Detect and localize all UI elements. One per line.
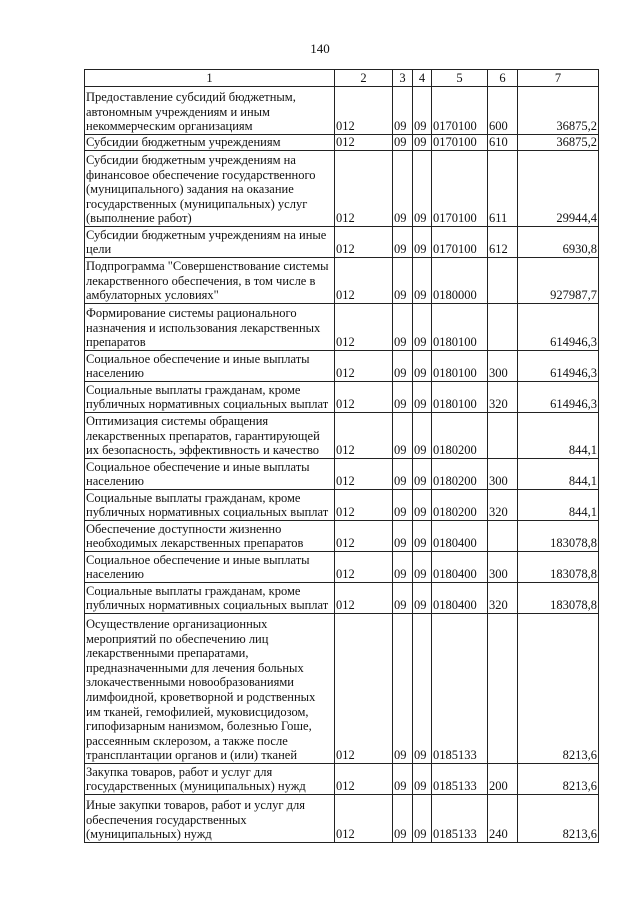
cell-value: 36875,2 xyxy=(556,119,597,134)
rzpr-code-cell xyxy=(335,490,393,521)
table-row xyxy=(85,521,599,552)
cell-value: 0170100 xyxy=(433,119,477,134)
section-cell xyxy=(393,583,413,614)
cell-value: 09 xyxy=(414,567,427,582)
row-name-cell xyxy=(85,382,335,413)
cell-value: 09 xyxy=(394,779,407,794)
expense-type-cell xyxy=(488,135,518,151)
subsection-cell xyxy=(413,795,432,843)
target-article-cell xyxy=(432,87,488,135)
cell-value: 012 xyxy=(336,748,355,763)
target-article-cell xyxy=(432,614,488,764)
cell-value: 09 xyxy=(414,779,427,794)
rzpr-code-cell xyxy=(335,614,393,764)
target-article-cell xyxy=(432,583,488,614)
expense-type-cell xyxy=(488,151,518,227)
amount-cell xyxy=(518,227,599,258)
row-name-cell xyxy=(85,351,335,382)
cell-value: 09 xyxy=(394,135,407,150)
cell-value: 012 xyxy=(336,211,355,226)
cell-value: 09 xyxy=(414,135,427,150)
cell-value: 927987,7 xyxy=(550,288,597,303)
expense-type-cell xyxy=(488,490,518,521)
expense-type-cell xyxy=(488,795,518,843)
cell-value: 09 xyxy=(414,366,427,381)
amount-cell xyxy=(518,258,599,304)
cell-value: 0185133 xyxy=(433,779,477,794)
cell-value: 844,1 xyxy=(568,443,597,458)
cell-value: 0180400 xyxy=(433,567,477,582)
rzpr-code-cell xyxy=(335,382,393,413)
subsection-cell xyxy=(413,135,432,151)
header-cell: 1 xyxy=(85,70,335,87)
cell-value: 612 xyxy=(489,242,508,257)
section-cell xyxy=(393,151,413,227)
page-number: 140 xyxy=(310,41,330,56)
cell-value: 09 xyxy=(394,366,407,381)
cell-value: 300 xyxy=(489,366,508,381)
cell-value: 09 xyxy=(394,335,407,350)
cell-value: 012 xyxy=(336,443,355,458)
expense-type-cell xyxy=(488,304,518,351)
cell-value: 012 xyxy=(336,242,355,257)
cell-value: 09 xyxy=(414,211,427,226)
cell-value: 012 xyxy=(336,598,355,613)
table-row xyxy=(85,151,599,227)
target-article-cell xyxy=(432,351,488,382)
cell-value: 0180200 xyxy=(433,443,477,458)
cell-value: 611 xyxy=(489,211,508,226)
target-article-cell xyxy=(432,764,488,795)
subsection-cell xyxy=(413,413,432,459)
amount-cell xyxy=(518,614,599,764)
rzpr-code-cell xyxy=(335,521,393,552)
cell-value: 09 xyxy=(394,211,407,226)
budget-table xyxy=(84,69,599,843)
row-name-cell xyxy=(85,795,335,843)
row-name-text: Социальные выплаты гражданам, кроме публичных нормативных социальных выплат xyxy=(86,382,329,412)
cell-value: 012 xyxy=(336,505,355,520)
cell-value: 09 xyxy=(394,474,407,489)
amount-cell xyxy=(518,490,599,521)
cell-value: 8213,6 xyxy=(562,827,597,842)
cell-value: 320 xyxy=(489,598,508,613)
subsection-cell xyxy=(413,382,432,413)
cell-value: 614946,3 xyxy=(550,335,597,350)
row-name-text: Социальные выплаты гражданам, кроме публичных нормативных социальных выплат xyxy=(86,583,329,613)
row-name-text: Социальное обеспечение и иные выплаты населению xyxy=(86,351,310,381)
row-name-text: Субсидии бюджетным учреждениям на иные цели xyxy=(86,227,327,257)
amount-cell xyxy=(518,795,599,843)
section-cell xyxy=(393,552,413,583)
cell-value: 300 xyxy=(489,474,508,489)
amount-cell xyxy=(518,413,599,459)
row-name-cell xyxy=(85,87,335,135)
cell-value: 614946,3 xyxy=(550,366,597,381)
section-cell xyxy=(393,459,413,490)
target-article-cell xyxy=(432,258,488,304)
target-article-cell xyxy=(432,413,488,459)
cell-value: 300 xyxy=(489,567,508,582)
amount-cell xyxy=(518,351,599,382)
cell-value: 09 xyxy=(394,505,407,520)
table-row xyxy=(85,459,599,490)
row-name-text: Подпрограмма "Совершенствование системы лекарственного обеспечения, в том числе в амбулаторных условиях" xyxy=(86,259,329,303)
cell-value: 09 xyxy=(394,443,407,458)
cell-value: 012 xyxy=(336,827,355,842)
target-article-cell xyxy=(432,552,488,583)
rzpr-code-cell xyxy=(335,583,393,614)
subsection-cell xyxy=(413,552,432,583)
cell-value: 0180400 xyxy=(433,536,477,551)
cell-value: 012 xyxy=(336,779,355,794)
cell-value: 610 xyxy=(489,135,508,150)
row-name-text: Закупка товаров, работ и услуг для государственных (муниципальных) нужд xyxy=(86,764,306,794)
row-name-text: Оптимизация системы обращения лекарственных препаратов, гарантирующей их безопасность, эффективность и качество xyxy=(86,414,320,458)
subsection-cell xyxy=(413,151,432,227)
row-name-cell xyxy=(85,227,335,258)
rzpr-code-cell xyxy=(335,151,393,227)
subsection-cell xyxy=(413,351,432,382)
cell-value: 012 xyxy=(336,397,355,412)
rzpr-code-cell xyxy=(335,413,393,459)
cell-value: 0180100 xyxy=(433,366,477,381)
rzpr-code-cell xyxy=(335,459,393,490)
table-row xyxy=(85,764,599,795)
row-name-cell xyxy=(85,135,335,151)
row-name-cell xyxy=(85,459,335,490)
row-name-cell xyxy=(85,490,335,521)
cell-value: 012 xyxy=(336,119,355,134)
cell-value: 0180000 xyxy=(433,288,477,303)
expense-type-cell xyxy=(488,351,518,382)
cell-value: 09 xyxy=(414,119,427,134)
row-name-cell xyxy=(85,258,335,304)
cell-value: 200 xyxy=(489,779,508,794)
section-cell xyxy=(393,795,413,843)
target-article-cell xyxy=(432,135,488,151)
subsection-cell xyxy=(413,490,432,521)
rzpr-code-cell xyxy=(335,227,393,258)
table-row xyxy=(85,795,599,843)
target-article-cell xyxy=(432,521,488,552)
table-row xyxy=(85,614,599,764)
section-cell xyxy=(393,87,413,135)
row-name-text: Осуществление организационных мероприятий по обеспечению лиц лекарственными препаратами, предназначенными для лечения больных злокачественными новообразованиями лимфоидной, кроветворной и родственных им тканей, гемофилией, муковисцидозом, гипофизарным нанизмом, болезнью Гоше, рассеянным склерозом, а также после трансплантации органов и (или) тканей xyxy=(86,617,316,763)
row-name-text: Иные закупки товаров, работ и услуг для обеспечения государственных (муниципальных) нужд xyxy=(86,798,306,842)
cell-value: 09 xyxy=(414,288,427,303)
header-cell: 7 xyxy=(518,70,599,87)
table-row xyxy=(85,227,599,258)
section-cell xyxy=(393,490,413,521)
cell-value: 09 xyxy=(414,474,427,489)
section-cell xyxy=(393,351,413,382)
cell-value: 0185133 xyxy=(433,748,477,763)
row-name-cell xyxy=(85,413,335,459)
amount-cell xyxy=(518,304,599,351)
expense-type-cell xyxy=(488,521,518,552)
amount-cell xyxy=(518,382,599,413)
row-name-cell xyxy=(85,614,335,764)
section-cell xyxy=(393,413,413,459)
row-name-text: Формирование системы рационального назначения и использования лекарственных препаратов xyxy=(86,306,321,350)
subsection-cell xyxy=(413,227,432,258)
rzpr-code-cell xyxy=(335,304,393,351)
cell-value: 09 xyxy=(394,536,407,551)
target-article-cell xyxy=(432,151,488,227)
cell-value: 09 xyxy=(394,288,407,303)
cell-value: 320 xyxy=(489,397,508,412)
cell-value: 6930,8 xyxy=(562,242,597,257)
amount-cell xyxy=(518,552,599,583)
cell-value: 8213,6 xyxy=(562,748,597,763)
cell-value: 09 xyxy=(414,443,427,458)
table-row xyxy=(85,413,599,459)
expense-type-cell xyxy=(488,227,518,258)
rzpr-code-cell xyxy=(335,552,393,583)
row-name-text: Социальные выплаты гражданам, кроме публичных нормативных социальных выплат xyxy=(86,490,329,520)
cell-value: 09 xyxy=(394,598,407,613)
cell-value: 09 xyxy=(414,536,427,551)
cell-value: 012 xyxy=(336,135,355,150)
section-cell xyxy=(393,521,413,552)
amount-cell xyxy=(518,764,599,795)
expense-type-cell xyxy=(488,258,518,304)
row-name-text: Обеспечение доступности жизненно необходимых лекарственных препаратов xyxy=(86,521,304,551)
table-row xyxy=(85,258,599,304)
expense-type-cell xyxy=(488,552,518,583)
table-row xyxy=(85,382,599,413)
amount-cell xyxy=(518,521,599,552)
cell-value: 0170100 xyxy=(433,211,477,226)
expense-type-cell xyxy=(488,413,518,459)
expense-type-cell xyxy=(488,87,518,135)
amount-cell xyxy=(518,459,599,490)
target-article-cell xyxy=(432,459,488,490)
row-name-text: Субсидии бюджетным учреждениям xyxy=(86,135,281,150)
cell-value: 09 xyxy=(394,397,407,412)
cell-value: 09 xyxy=(394,119,407,134)
cell-value: 09 xyxy=(414,827,427,842)
cell-value: 183078,8 xyxy=(550,536,597,551)
cell-value: 0180100 xyxy=(433,335,477,350)
section-cell xyxy=(393,764,413,795)
section-cell xyxy=(393,258,413,304)
expense-type-cell xyxy=(488,764,518,795)
cell-value: 012 xyxy=(336,474,355,489)
table-row xyxy=(85,135,599,151)
cell-value: 600 xyxy=(489,119,508,134)
rzpr-code-cell xyxy=(335,764,393,795)
cell-value: 09 xyxy=(394,567,407,582)
table-row xyxy=(85,87,599,135)
header-row xyxy=(85,70,599,87)
header-cell: 4 xyxy=(413,70,432,87)
row-name-cell xyxy=(85,583,335,614)
expense-type-cell xyxy=(488,614,518,764)
cell-value: 0180200 xyxy=(433,505,477,520)
cell-value: 0185133 xyxy=(433,827,477,842)
section-cell xyxy=(393,135,413,151)
header-cell: 6 xyxy=(488,70,518,87)
cell-value: 012 xyxy=(336,567,355,582)
subsection-cell xyxy=(413,258,432,304)
cell-value: 320 xyxy=(489,505,508,520)
cell-value: 09 xyxy=(414,335,427,350)
cell-value: 012 xyxy=(336,366,355,381)
cell-value: 844,1 xyxy=(568,505,597,520)
cell-value: 0180100 xyxy=(433,397,477,412)
row-name-text: Субсидии бюджетным учреждениям на финансовое обеспечение государственного (муниципального) задания на оказание государственных (муниципальных) услуг (выполнение работ) xyxy=(86,153,316,226)
cell-value: 012 xyxy=(336,536,355,551)
target-article-cell xyxy=(432,490,488,521)
cell-value: 0180400 xyxy=(433,598,477,613)
expense-type-cell xyxy=(488,459,518,490)
table-row xyxy=(85,490,599,521)
cell-value: 09 xyxy=(414,505,427,520)
amount-cell xyxy=(518,151,599,227)
header-cell: 2 xyxy=(335,70,393,87)
section-cell xyxy=(393,382,413,413)
expense-type-cell xyxy=(488,583,518,614)
section-cell xyxy=(393,614,413,764)
cell-value: 09 xyxy=(414,397,427,412)
cell-value: 09 xyxy=(394,748,407,763)
cell-value: 09 xyxy=(394,827,407,842)
rzpr-code-cell xyxy=(335,351,393,382)
target-article-cell xyxy=(432,795,488,843)
rzpr-code-cell xyxy=(335,258,393,304)
section-cell xyxy=(393,304,413,351)
row-name-cell xyxy=(85,304,335,351)
table-row xyxy=(85,583,599,614)
cell-value: 844,1 xyxy=(568,474,597,489)
subsection-cell xyxy=(413,764,432,795)
expense-type-cell xyxy=(488,382,518,413)
cell-value: 0180200 xyxy=(433,474,477,489)
subsection-cell xyxy=(413,459,432,490)
subsection-cell xyxy=(413,583,432,614)
row-name-cell xyxy=(85,521,335,552)
target-article-cell xyxy=(432,304,488,351)
row-name-cell xyxy=(85,552,335,583)
rzpr-code-cell xyxy=(335,795,393,843)
table-row xyxy=(85,304,599,351)
cell-value: 09 xyxy=(414,242,427,257)
cell-value: 36875,2 xyxy=(556,135,597,150)
row-name-cell xyxy=(85,151,335,227)
row-name-cell xyxy=(85,764,335,795)
cell-value: 09 xyxy=(414,598,427,613)
header-cell: 3 xyxy=(393,70,413,87)
subsection-cell xyxy=(413,87,432,135)
subsection-cell xyxy=(413,521,432,552)
cell-value: 183078,8 xyxy=(550,567,597,582)
target-article-cell xyxy=(432,382,488,413)
row-name-text: Социальное обеспечение и иные выплаты населению xyxy=(86,552,310,582)
amount-cell xyxy=(518,87,599,135)
cell-value: 012 xyxy=(336,335,355,350)
cell-value: 614946,3 xyxy=(550,397,597,412)
cell-value: 09 xyxy=(394,242,407,257)
amount-cell xyxy=(518,135,599,151)
cell-value: 09 xyxy=(414,748,427,763)
subsection-cell xyxy=(413,614,432,764)
rzpr-code-cell xyxy=(335,135,393,151)
table-row xyxy=(85,351,599,382)
cell-value: 012 xyxy=(336,288,355,303)
table-row xyxy=(85,552,599,583)
cell-value: 8213,6 xyxy=(562,779,597,794)
cell-value: 29944,4 xyxy=(556,211,597,226)
cell-value: 240 xyxy=(489,827,508,842)
cell-value: 0170100 xyxy=(433,135,477,150)
subsection-cell xyxy=(413,304,432,351)
row-name-text: Социальное обеспечение и иные выплаты населению xyxy=(86,459,310,489)
amount-cell xyxy=(518,583,599,614)
cell-value: 183078,8 xyxy=(550,598,597,613)
section-cell xyxy=(393,227,413,258)
target-article-cell xyxy=(432,227,488,258)
rzpr-code-cell xyxy=(335,87,393,135)
cell-value: 0170100 xyxy=(433,242,477,257)
table-body xyxy=(85,87,599,843)
row-name-text: Предоставление субсидий бюджетным, автономным учреждениям и иным некоммерческим организациям xyxy=(86,90,296,134)
header-cell: 5 xyxy=(432,70,488,87)
